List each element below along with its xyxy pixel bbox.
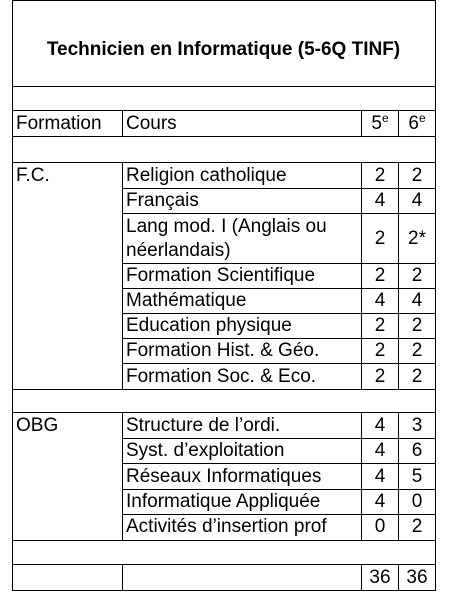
course-name-line-2: néerlandais) [126,240,231,261]
hours-year-5: 2 [374,315,386,336]
hours-year-5: 4 [374,290,386,311]
course-name: Formation Scientifique [126,265,316,286]
course-name: Mathématique [126,290,247,311]
course-name: Réseaux Informatiques [126,466,322,487]
header-cours: Cours [126,113,177,134]
course-name: Activités d’insertion prof [126,516,327,537]
hours-year-5: 4 [374,440,386,461]
hours-year-6: 2 [411,165,423,186]
hours-year-6: 2* [408,228,426,249]
hours-year-6: 0 [411,491,423,512]
hours-year-6: 6 [411,440,423,461]
header-year-6: 6e [408,111,426,134]
course-name: Syst. d’exploitation [126,440,285,461]
hours-year-5: 4 [374,491,386,512]
hours-year-5: 4 [374,190,386,211]
course-name: Formation Hist. & Géo. [126,340,320,361]
hours-year-5: 4 [374,466,386,487]
hours-year-6: 4 [411,190,423,211]
header-formation: Formation [16,113,102,134]
hours-year-6: 2 [411,516,423,537]
hours-year-6: 3 [411,415,423,436]
course-name: Religion catholique [126,165,287,186]
hours-year-6: 4 [411,290,423,311]
group-label-fc: F.C. [16,165,50,186]
hours-year-5: 0 [374,516,386,537]
header-year-5: 5e [371,111,389,134]
hours-year-5: 2 [374,366,386,387]
hours-year-5: 2 [374,228,386,249]
total-year-5: 36 [369,567,391,588]
hours-year-5: 2 [374,265,386,286]
group-label-obg: OBG [16,415,59,436]
hours-year-5: 2 [374,340,386,361]
table-title: Technicien en Informatique (5-6Q TINF) [46,39,401,60]
total-year-6: 36 [406,567,428,588]
hours-year-6: 5 [411,466,423,487]
hours-year-6: 2 [411,340,423,361]
course-name: Informatique Appliquée [126,491,321,512]
course-name-line-1: Lang mod. I (Anglais ou [126,216,327,237]
hours-year-6: 2 [411,315,423,336]
course-name: Structure de l’ordi. [126,415,281,436]
course-name: Formation Soc. & Eco. [126,366,317,387]
hours-year-5: 2 [374,165,386,186]
course-name: Education physique [126,315,292,336]
hours-year-5: 4 [374,415,386,436]
hours-year-6: 2 [411,366,423,387]
hours-year-6: 2 [411,265,423,286]
course-name: Français [126,190,199,211]
